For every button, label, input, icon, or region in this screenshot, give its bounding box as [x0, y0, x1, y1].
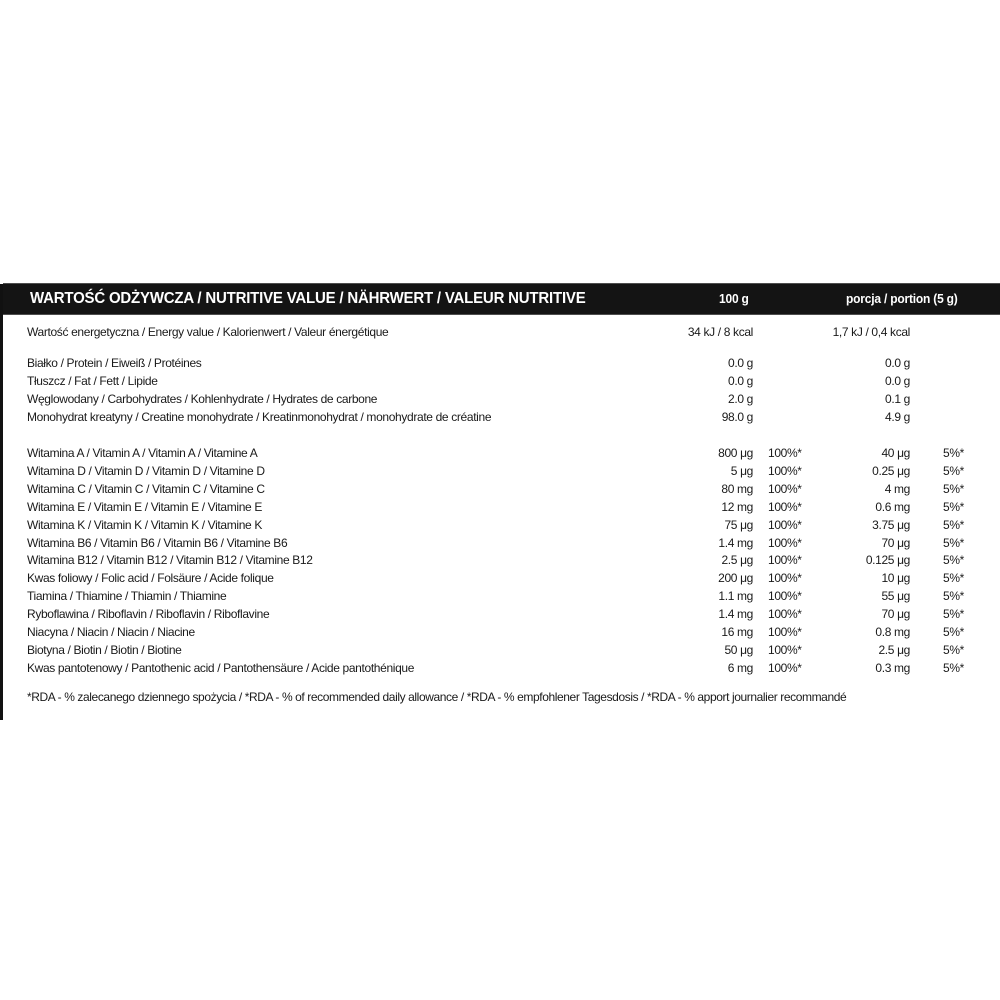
rda-per-portion: 5%*: [943, 553, 964, 568]
value-per-portion: 0.0 g: [885, 374, 910, 388]
rda-per-100g: 100%*: [768, 446, 802, 460]
nutrient-name: Biotyna / Biotin / Biotin / Biotine: [27, 642, 182, 657]
value-per-100g: 98.0 g: [721, 410, 753, 424]
value-per-100g: 1.4 mg: [718, 535, 753, 550]
nutrient-name: Witamina E / Vitamin E / Vitamin E / Vitamine E: [27, 499, 262, 514]
value-per-100g: 5 μg: [730, 463, 753, 478]
table-row: [3, 534, 1000, 552]
table-row: [3, 354, 1000, 372]
nutrient-name: Witamina B6 / Vitamin B6 / Vitamin B6 / Vitamine B6: [27, 535, 288, 550]
rda-per-portion: 5%*: [943, 499, 964, 514]
energy-per-portion: 1,7 kJ / 0,4 kcal: [832, 325, 910, 339]
value-per-100g: 80 mg: [721, 481, 753, 496]
rda-per-portion: 5%*: [943, 660, 964, 675]
value-per-portion: 70 μg: [881, 607, 910, 622]
table-row: [3, 623, 1000, 641]
value-per-portion: 0.3 mg: [875, 660, 910, 675]
rda-per-100g: 100%*: [768, 625, 802, 639]
rda-per-100g: 100%*: [768, 589, 802, 604]
table-row: [3, 444, 1000, 462]
value-per-100g: 50 μg: [724, 642, 753, 657]
rda-per-portion: 5%*: [943, 517, 964, 532]
value-per-portion: 0.25 μg: [872, 463, 910, 478]
nutrient-name: Witamina B12 / Vitamin B12 / Vitamin B12 / Vitamine B12: [27, 553, 313, 568]
nutrition-header-bar: [3, 283, 1000, 315]
value-per-100g: 1.1 mg: [718, 589, 753, 604]
nutrient-name: Witamina K / Vitamin K / Vitamin K / Vitamine K: [27, 517, 262, 532]
value-per-100g: 800 μg: [718, 446, 753, 460]
value-per-100g: 2.5 μg: [721, 553, 753, 568]
rda-per-portion: 5%*: [943, 446, 964, 460]
table-row: [3, 372, 1000, 390]
rda-per-100g: 100%*: [768, 660, 802, 675]
table-row: [3, 480, 1000, 498]
rda-per-100g: 100%*: [768, 535, 802, 550]
value-per-portion: 55 μg: [881, 589, 910, 604]
value-per-portion: 10 μg: [881, 571, 910, 586]
header-column-portion: porcja / portion (5 g): [846, 291, 958, 307]
value-per-100g: 200 μg: [718, 571, 753, 586]
rda-per-100g: 100%*: [768, 607, 802, 622]
value-per-100g: 75 μg: [724, 517, 753, 532]
rda-per-100g: 100%*: [768, 481, 802, 496]
rda-per-portion: 5%*: [943, 535, 964, 550]
header-column-100g: 100 g: [719, 291, 749, 307]
table-row: [3, 641, 1000, 659]
value-per-100g: 1.4 mg: [718, 607, 753, 622]
energy-per100: 34 kJ / 8 kcal: [687, 325, 753, 339]
value-per-portion: 3.75 μg: [872, 517, 910, 532]
nutrition-label: [0, 284, 1000, 720]
energy-name: Wartość energetyczna / Energy value / Kalorienwert / Valeur énergétique: [27, 325, 389, 339]
rda-per-100g: 100%*: [768, 499, 802, 514]
rda-per-portion: 5%*: [943, 589, 964, 604]
nutrient-name: Witamina D / Vitamin D / Vitamin D / Vitamine D: [27, 463, 265, 478]
nutrient-name: Ryboflawina / Riboflavin / Riboflavin / Riboflavine: [27, 607, 270, 622]
rda-per-100g: 100%*: [768, 571, 802, 586]
value-per-100g: 0.0 g: [728, 356, 753, 370]
rda-per-portion: 5%*: [943, 607, 964, 622]
value-per-portion: 2.5 μg: [878, 642, 910, 657]
nutrient-name: Tłuszcz / Fat / Fett / Lipide: [27, 374, 158, 388]
table-row: [3, 569, 1000, 587]
value-per-100g: 2.0 g: [728, 392, 753, 406]
value-per-100g: 12 mg: [721, 499, 753, 514]
value-per-100g: 16 mg: [721, 625, 753, 639]
rda-per-portion: 5%*: [943, 571, 964, 586]
nutrient-name: Niacyna / Niacin / Niacin / Niacine: [27, 625, 195, 639]
rda-per-portion: 5%*: [943, 463, 964, 478]
rda-per-100g: 100%*: [768, 463, 802, 478]
rda-per-100g: 100%*: [768, 553, 802, 568]
nutrient-name: Białko / Protein / Eiweiß / Protéines: [27, 356, 202, 370]
table-row: [3, 516, 1000, 534]
value-per-portion: 4 mg: [884, 481, 910, 496]
header-title: WARTOŚĆ ODŻYWCZA / NUTRITIVE VALUE / NÄHRWERT / VALEUR NUTRITIVE: [30, 289, 586, 308]
value-per-portion: 40 μg: [881, 446, 910, 460]
value-per-portion: 70 μg: [881, 535, 910, 550]
nutrient-name: Kwas foliowy / Folic acid / Folsäure / Acide folique: [27, 571, 274, 586]
table-row: [3, 408, 1000, 426]
nutrient-name: Kwas pantotenowy / Pantothenic acid / Pantothensäure / Acide pantothénique: [27, 660, 415, 675]
table-row: [3, 587, 1000, 605]
value-per-portion: 0.0 g: [885, 356, 910, 370]
value-per-portion: 0.8 mg: [875, 625, 910, 639]
rda-per-portion: 5%*: [943, 642, 964, 657]
table-row: [3, 462, 1000, 480]
nutrient-name: Monohydrat kreatyny / Creatine monohydrate / Kreatinmonohydrat / monohydrate de créatine: [27, 410, 492, 424]
value-per-portion: 0.6 mg: [875, 499, 910, 514]
table-row: [3, 498, 1000, 516]
nutrient-name: Witamina A / Vitamin A / Vitamin A / Vitamine A: [27, 446, 258, 460]
nutrient-name: Tiamina / Thiamine / Thiamin / Thiamine: [27, 589, 227, 604]
value-per-portion: 4.9 g: [885, 410, 910, 424]
rda-per-100g: 100%*: [768, 517, 802, 532]
value-per-portion: 0.125 μg: [865, 553, 910, 568]
rda-per-100g: 100%*: [768, 642, 802, 657]
value-per-portion: 0.1 g: [885, 392, 910, 406]
rda-per-portion: 5%*: [943, 625, 964, 639]
nutrient-name: Witamina C / Vitamin C / Vitamin C / Vitamine C: [27, 481, 265, 496]
rda-footnote: *RDA - % zalecanego dziennego spożycia / *RDA - % of recommended daily allowance / *RDA - % empfohlener Tagesdosis / *RDA - % apport journalier recommandé: [27, 690, 847, 704]
table-row: [3, 551, 1000, 569]
value-per-100g: 6 mg: [727, 660, 753, 675]
table-row: [3, 659, 1000, 677]
nutrient-name: Węglowodany / Carbohydrates / Kohlenhydrate / Hydrates de carbone: [27, 392, 378, 406]
energy-row: [3, 323, 1000, 341]
rda-per-portion: 5%*: [943, 481, 964, 496]
value-per-100g: 0.0 g: [728, 374, 753, 388]
table-row: [3, 390, 1000, 408]
table-row: [3, 605, 1000, 623]
